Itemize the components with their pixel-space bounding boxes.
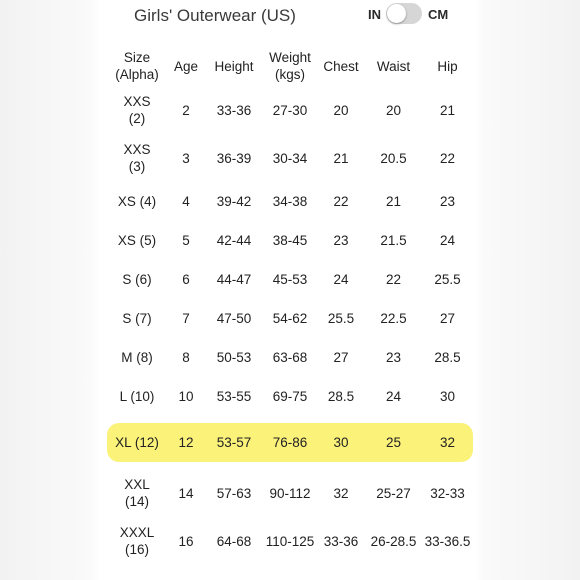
- cell-line: Hip: [437, 58, 458, 74]
- cell-line: 2: [182, 102, 190, 118]
- cell-waist: [365, 260, 422, 299]
- cell-line: 30: [439, 389, 456, 404]
- cell-weight: [263, 299, 317, 338]
- cell-size: [107, 221, 167, 260]
- cell-line: 6: [182, 272, 190, 287]
- cell-height: [205, 260, 263, 299]
- cell-hip: [422, 469, 473, 517]
- cell-line: 4: [182, 194, 190, 209]
- cell-line: 21: [385, 194, 402, 209]
- table-row: [107, 517, 473, 565]
- cell-line: XXXL: [119, 525, 155, 540]
- cell-line: 36-39: [216, 150, 252, 166]
- cell-line: 39-42: [216, 194, 252, 209]
- cell-chest: [317, 377, 365, 416]
- cell-line: 33-36: [216, 102, 252, 118]
- cell-line: 24: [385, 389, 402, 404]
- cell-line: 24: [333, 272, 349, 287]
- cell-line: 28.5: [434, 350, 461, 365]
- left-edge-shade: [0, 0, 100, 580]
- cell-line: 22: [385, 272, 402, 287]
- cell-age: [167, 221, 205, 260]
- cell-waist: [365, 299, 422, 338]
- table-row: [107, 469, 473, 517]
- cell-line: 23: [333, 233, 349, 248]
- unit-toggle[interactable]: [386, 3, 422, 24]
- table-row: [107, 86, 473, 134]
- cell-line: 38-45: [272, 233, 308, 248]
- cell-line: 5: [182, 233, 190, 248]
- cell-line: 20: [333, 102, 349, 118]
- unit-toggle-knob[interactable]: [387, 4, 406, 23]
- cell-line: 47-50: [216, 311, 252, 326]
- unit-label-in[interactable]: IN: [368, 7, 381, 22]
- cell-height: [205, 299, 263, 338]
- cell-line: Height: [214, 58, 254, 74]
- cell-weight: [263, 423, 317, 462]
- right-edge-shade: [475, 0, 580, 580]
- cell-weight: [263, 469, 317, 517]
- cell-size: [107, 86, 167, 134]
- cell-weight: [263, 221, 317, 260]
- table-row: [107, 221, 473, 260]
- cell-size: [107, 517, 167, 565]
- cell-size: [107, 377, 167, 416]
- column-header-weight: [263, 46, 317, 86]
- cell-hip: [422, 182, 473, 221]
- cell-line: 33-36.5: [424, 533, 471, 549]
- cell-line: 28.5: [327, 389, 355, 404]
- cell-line: 30: [333, 435, 349, 450]
- cell-chest: [317, 423, 365, 462]
- cell-line: 20.5: [380, 150, 407, 166]
- cell-chest: [317, 182, 365, 221]
- row-spacer: [107, 416, 473, 423]
- cell-age: [167, 182, 205, 221]
- cell-line: L (10): [119, 389, 155, 404]
- cell-line: XS (4): [117, 194, 157, 209]
- column-header-age: [167, 46, 205, 86]
- row-spacer: [107, 462, 473, 469]
- cell-hip: [422, 299, 473, 338]
- cell-weight: [263, 134, 317, 182]
- cell-line: 23: [439, 194, 456, 209]
- cell-line: 45-53: [272, 272, 308, 287]
- cell-line: S (6): [122, 272, 152, 287]
- cell-line: 64-68: [216, 533, 252, 549]
- column-header-hip: [422, 46, 473, 86]
- cell-line: XXS: [123, 94, 151, 109]
- cell-age: [167, 338, 205, 377]
- cell-line: 27: [439, 311, 456, 326]
- cell-line: 63-68: [272, 350, 308, 365]
- cell-line: 30-34: [272, 150, 308, 166]
- cell-hip: [422, 377, 473, 416]
- cell-line: 32-33: [430, 485, 465, 501]
- cell-size: [107, 338, 167, 377]
- chart-title: Girls' Outerwear (US): [134, 6, 296, 25]
- cell-hip: [422, 260, 473, 299]
- cell-hip: [422, 221, 473, 260]
- cell-hip: [422, 134, 473, 182]
- cell-line: 25.5: [327, 311, 355, 326]
- cell-chest: [317, 260, 365, 299]
- cell-line: 21: [333, 150, 349, 166]
- cell-age: [167, 299, 205, 338]
- cell-waist: [365, 134, 422, 182]
- cell-line: Chest: [323, 58, 359, 74]
- cell-weight: [263, 338, 317, 377]
- cell-line: (16): [124, 542, 149, 557]
- size-table: [107, 46, 473, 565]
- column-header-chest: [317, 46, 365, 86]
- cell-line: 34-38: [272, 194, 308, 209]
- cell-line: 27-30: [272, 102, 308, 118]
- cell-line: 23: [385, 350, 402, 365]
- cell-line: 76-86: [272, 435, 308, 450]
- cell-line: 21.5: [380, 233, 407, 248]
- table-row: [107, 134, 473, 182]
- cell-line: 24: [439, 233, 456, 248]
- cell-chest: [317, 299, 365, 338]
- cell-waist: [365, 377, 422, 416]
- cell-line: 32: [439, 435, 456, 450]
- cell-line: 57-63: [216, 485, 252, 501]
- cell-height: [205, 377, 263, 416]
- table-row: [107, 338, 473, 377]
- cell-chest: [317, 517, 365, 565]
- cell-line: Waist: [376, 58, 411, 74]
- cell-chest: [317, 469, 365, 517]
- cell-line: 25.5: [434, 272, 461, 287]
- cell-line: Size: [123, 50, 151, 65]
- table-header-row: [107, 46, 473, 86]
- cell-line: XS (5): [117, 233, 157, 248]
- cell-line: 12: [178, 435, 194, 450]
- cell-line: 22: [439, 150, 456, 166]
- cell-height: [205, 221, 263, 260]
- cell-line: 8: [182, 350, 190, 365]
- cell-line: (3): [128, 159, 146, 174]
- cell-line: 53-55: [216, 389, 252, 404]
- cell-line: 53-57: [216, 435, 252, 450]
- cell-size: [107, 299, 167, 338]
- cell-line: 3: [182, 150, 190, 166]
- cell-line: XXL: [124, 477, 150, 492]
- cell-height: [205, 338, 263, 377]
- cell-height: [205, 182, 263, 221]
- cell-hip: [422, 517, 473, 565]
- cell-size: [107, 423, 167, 462]
- cell-hip: [422, 86, 473, 134]
- cell-line: 90-112: [269, 485, 311, 501]
- cell-chest: [317, 86, 365, 134]
- cell-line: 25: [385, 435, 402, 450]
- cell-line: 16: [178, 533, 194, 549]
- cell-height: [205, 134, 263, 182]
- cell-waist: [365, 86, 422, 134]
- table-row-highlighted: [107, 423, 473, 462]
- cell-weight: [263, 517, 317, 565]
- cell-size: [107, 260, 167, 299]
- table-row: [107, 260, 473, 299]
- cell-waist: [365, 469, 422, 517]
- cell-size: [107, 182, 167, 221]
- chart-header: [0, 0, 580, 34]
- table-body: [107, 86, 473, 565]
- cell-line: 22: [333, 194, 349, 209]
- cell-line: Weight: [269, 50, 311, 65]
- cell-line: 26-28.5: [370, 533, 417, 549]
- cell-weight: [263, 377, 317, 416]
- cell-size: [107, 469, 167, 517]
- cell-line: 32: [333, 485, 349, 501]
- cell-line: 42-44: [216, 233, 252, 248]
- table-row: [107, 377, 473, 416]
- cell-height: [205, 423, 263, 462]
- cell-age: [167, 517, 205, 565]
- cell-age: [167, 86, 205, 134]
- unit-label-cm[interactable]: CM: [428, 7, 449, 22]
- cell-hip: [422, 338, 473, 377]
- cell-line: (14): [124, 494, 149, 509]
- cell-line: 10: [178, 389, 194, 404]
- cell-height: [205, 517, 263, 565]
- cell-height: [205, 469, 263, 517]
- cell-waist: [365, 423, 422, 462]
- cell-chest: [317, 338, 365, 377]
- cell-age: [167, 377, 205, 416]
- cell-weight: [263, 86, 317, 134]
- cell-age: [167, 423, 205, 462]
- cell-line: 27: [333, 350, 349, 365]
- cell-weight: [263, 182, 317, 221]
- cell-line: 7: [182, 311, 190, 326]
- cell-line: 25-27: [376, 485, 411, 501]
- cell-waist: [365, 182, 422, 221]
- cell-age: [167, 134, 205, 182]
- cell-age: [167, 469, 205, 517]
- table-row: [107, 182, 473, 221]
- cell-line: 69-75: [272, 389, 308, 404]
- cell-hip: [422, 423, 473, 462]
- cell-size: [107, 134, 167, 182]
- cell-line: Age: [173, 58, 199, 74]
- cell-chest: [317, 221, 365, 260]
- cell-waist: [365, 517, 422, 565]
- cell-line: M (8): [121, 350, 153, 365]
- cell-line: (kgs): [275, 67, 305, 82]
- cell-line: 54-62: [272, 311, 308, 326]
- cell-line: S (7): [122, 311, 152, 326]
- cell-line: 110-125: [265, 533, 315, 549]
- cell-line: XXS: [123, 142, 151, 157]
- cell-age: [167, 260, 205, 299]
- cell-line: 33-36: [323, 533, 359, 549]
- cell-waist: [365, 221, 422, 260]
- cell-line: 50-53: [216, 350, 252, 365]
- cell-waist: [365, 338, 422, 377]
- cell-line: 22.5: [380, 311, 407, 326]
- cell-line: 21: [439, 102, 456, 118]
- cell-line: 44-47: [216, 272, 252, 287]
- cell-line: (Alpha): [115, 67, 159, 82]
- cell-height: [205, 86, 263, 134]
- cell-line: 20: [385, 102, 402, 118]
- cell-line: XL (12): [115, 435, 159, 450]
- cell-chest: [317, 134, 365, 182]
- cell-line: (2): [128, 111, 146, 126]
- table-row: [107, 299, 473, 338]
- column-header-waist: [365, 46, 422, 86]
- cell-line: 14: [178, 485, 194, 501]
- column-header-size: [107, 46, 167, 86]
- cell-weight: [263, 260, 317, 299]
- column-header-height: [205, 46, 263, 86]
